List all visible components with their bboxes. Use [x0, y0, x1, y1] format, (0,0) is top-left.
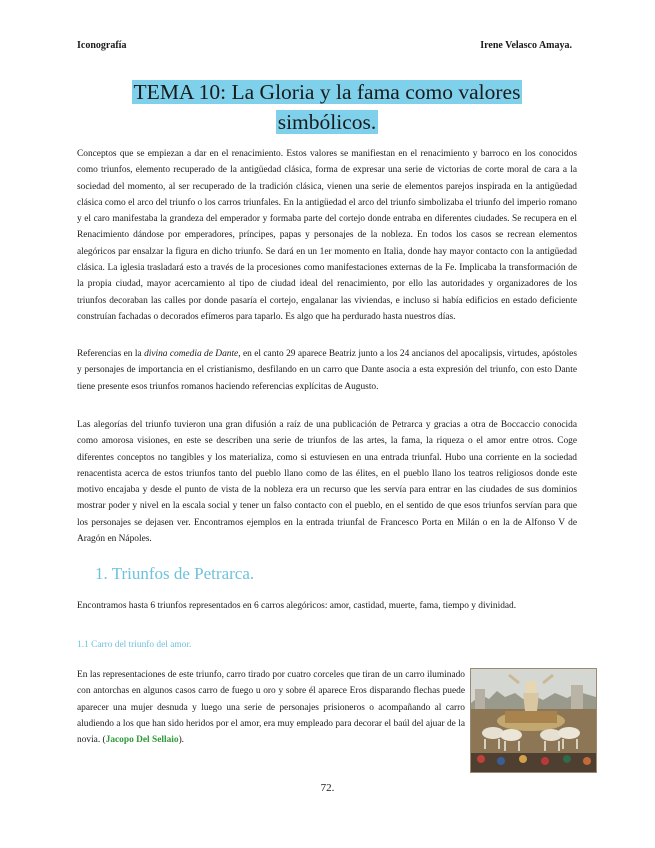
page-header [77, 40, 577, 54]
painting-image [470, 668, 597, 773]
artist-name: Jacopo Del Sellaio [105, 735, 179, 746]
paragraph-petrarca: Las alegorías del triunfo tuvieron una gran difusión a raíz de una publicación de Petrarca y gracias a otra de Boccaccio conocida como amorosa visiones, en este se describen una serie de triunfos de las artes, la fama, la riqueza o el amor entre otros. Coge diferentes conceptos no tangibles y los materializa, como si estuviesen en una entrada triunfal. Hubo una corriente en la sociedad renacentista acerca de estos triunfos tanto del pueblo llano como de las élites, en el pueblo llano los teatros religiosos donde este motivo encajaba y desde el punto de vista de la nobleza era un recurso que les servía para entrar en las ciudades de sus dominios mostrar poder y nivel en la escala social y tener un falso contacto con el pueblo, en el sentido de que esos triunfos servían para que los personajes se dejasen ver. Encontramos ejemplos en la entrada triunfal de Francesco Porta en Milán o en la de Alfonso V de Aragón en Nápoles. [77, 420, 577, 545]
paragraph-love-chariot: En las representaciones de este triunfo, carro tirado por cuatro corceles que tiran de un carro iluminado con antorchas en algunos casos carro de fuego u oro y sobre él aparece Eros disparando flechas puede aparecer una mujer desnuda y luego una serie de personajes prisioneros o acompañando al carro aludiendo a los que han sido heridos por el amor, era muy empleado para decorar el baúl del ajuar de la novia. (Jacopo Del Sellaio). [77, 670, 465, 746]
dante-work-title: divina comedia de Dante [144, 349, 239, 359]
section-heading: 1. Triunfos de Petrarca. [95, 564, 255, 583]
page-number: 72. [320, 782, 335, 794]
title-line-2: simbólicos. [277, 110, 377, 134]
header-course: Iconografía [77, 40, 127, 51]
page-title [77, 77, 577, 137]
paragraph-dante: Referencias en la divina comedia de Dante, en el canto 29 aparece Beatriz junto a los 24 ancianos del apocalipsis, virtudes, apóstoles y personajes de importancia en el cristianismo, desfilando en un carro que Dante asocia a esta expresión del triunfo, con esto Dante tiene presente esos triunfos romanos haciendo referencias explícitas de Augusto. [77, 349, 577, 392]
title-line-1: TEMA 10: La Gloria y la fama como valores [133, 80, 521, 104]
painting-illustration [471, 669, 596, 772]
paragraph-intro: Conceptos que se empiezan a dar en el renacimiento. Estos valores se manifiestan en el renacimiento y barroco en los conocidos como triunfos, elemento recuperado de la antigüedad clásica, forma de expresar una serie de victorias de corte moral de cara a la sociedad del momento, al ser recuperado de la tradición clásica, vienen una serie de elementos parejos inspirada en la antigüedad clásica como el arco del triunfo o los carros triunfales. En la antigüedad el arco del triunfo simbolizaba el triunfo del imperio romano y el caro manifestaba la grandeza del emperador y formaba parte del cortejo donde entraba en diferentes ciudades. Se recupera en el Renacimiento dándose por emperadores, príncipes, papas y personajes de la nobleza. En todos los casos se recrean elementos alegóricos par ensalzar la figura en dicho triunfo. Se dará en un 1er momento en Italia, donde hay mayor contacto con la antigüedad clásica. La iglesia trasladará esto a través de la procesiones como manifestaciones externas de la Fe. Implicaba la transformación de la propia ciudad, mayor acercamiento al tipo de ciudad ideal del renacimiento, por ello las autoridades y organizadores de los triunfos decoraban las calles por donde pasaría el cortejo, engalanar las viviendas, e incluso si había edificios en estado deficiente construían fachadas o decorados efímeros para taparlo. Es algo que ha perdurado hasta nuestros días. [77, 149, 577, 322]
paragraph-six-triumphs: Encontramos hasta 6 triunfos representados en 6 carros alegóricos: amor, castidad, muerte, fama, tiempo y divinidad. [77, 601, 517, 611]
subsection-heading: 1.1 Carro del triunfo del amor. [77, 640, 192, 650]
header-author: Irene Velasco Amaya. [480, 40, 572, 51]
